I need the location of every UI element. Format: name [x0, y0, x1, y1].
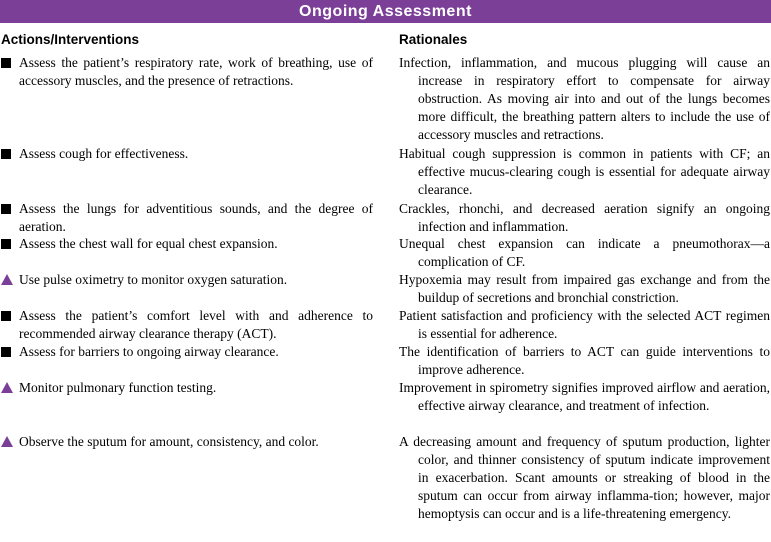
- rationale-text: Habitual cough suppression is common in patients with CF; an effective mucus-clearing cough is essential for adequate airway clearance.: [399, 146, 770, 197]
- actions-column-header: Actions/Interventions: [1, 32, 140, 47]
- triangle-bullet-icon: [1, 379, 17, 398]
- square-bullet-icon: [1, 343, 17, 362]
- square-bullet-icon: [1, 235, 17, 254]
- section-banner: [0, 0, 771, 23]
- action-text: Assess for barriers to ongoing airway clearance.: [19, 344, 279, 359]
- action-item: [1, 271, 373, 289]
- rationale-text: Unequal chest expansion can indicate a pneumothorax—a complication of CF.: [399, 236, 770, 269]
- action-text: Use pulse oximetry to monitor oxygen saturation.: [19, 272, 288, 287]
- action-text: Assess the chest wall for equal chest expansion.: [19, 236, 278, 251]
- rationale-text: Improvement in spirometry signifies improved airflow and aeration, effective airway clearance, and treatment of infection.: [399, 380, 770, 413]
- section-title: Ongoing Assessment: [299, 3, 472, 20]
- action-item: [1, 307, 373, 343]
- square-bullet-icon: [1, 54, 17, 73]
- action-item: [1, 379, 373, 397]
- rationale-text: The identification of barriers to ACT can guide interventions to improve adherence.: [399, 344, 770, 377]
- rationales-column-header: Rationales: [399, 32, 468, 47]
- action-item: [1, 343, 373, 361]
- action-text: Monitor pulmonary function testing.: [19, 380, 217, 395]
- rationale-text: Hypoxemia may result from impaired gas exchange and from the buildup of secretions and bronchial constriction.: [399, 272, 770, 305]
- square-bullet-icon: [1, 307, 17, 326]
- triangle-bullet-icon: [1, 271, 17, 290]
- action-item: [1, 235, 373, 253]
- action-text: Observe the sputum for amount, consistency, and color.: [19, 434, 319, 449]
- action-item: [1, 145, 373, 163]
- action-text: Assess the patient’s respiratory rate, work of breathing, use of accessory muscles, and the presence of retractions.: [19, 55, 373, 88]
- action-text: Assess the patient’s comfort level with and adherence to recommended airway clearance therapy (ACT).: [19, 308, 373, 341]
- square-bullet-icon: [1, 200, 17, 219]
- triangle-bullet-icon: [1, 433, 17, 452]
- action-item: [1, 433, 373, 451]
- rationale-text: Crackles, rhonchi, and decreased aeration signify an ongoing infection and inflammation.: [399, 201, 770, 234]
- action-item: [1, 54, 373, 90]
- action-item: [1, 200, 373, 236]
- rationale-text: A decreasing amount and frequency of sputum production, lighter color, and thinner consistency of sputum indicate improvement in exacerbation. Scant amounts or streaking of blood in the sputum can occur from airway inflamma-tion; however, major hemoptysis can occur and is a life-threatening emergency.: [399, 434, 770, 521]
- action-text: Assess the lungs for adventitious sounds, and the degree of aeration.: [19, 201, 373, 234]
- rationale-text: Patient satisfaction and proficiency with the selected ACT regimen is essential for adherence.: [399, 308, 770, 341]
- action-text: Assess cough for effectiveness.: [19, 146, 189, 161]
- rationale-text: Infection, inflammation, and mucous plugging will cause an increase in respiratory effort to compensate for airway obstruction. As moving air into and out of the lungs becomes more difficult, the breathing pattern alters to include the use of accessory muscles and retractions.: [399, 55, 770, 142]
- square-bullet-icon: [1, 145, 17, 164]
